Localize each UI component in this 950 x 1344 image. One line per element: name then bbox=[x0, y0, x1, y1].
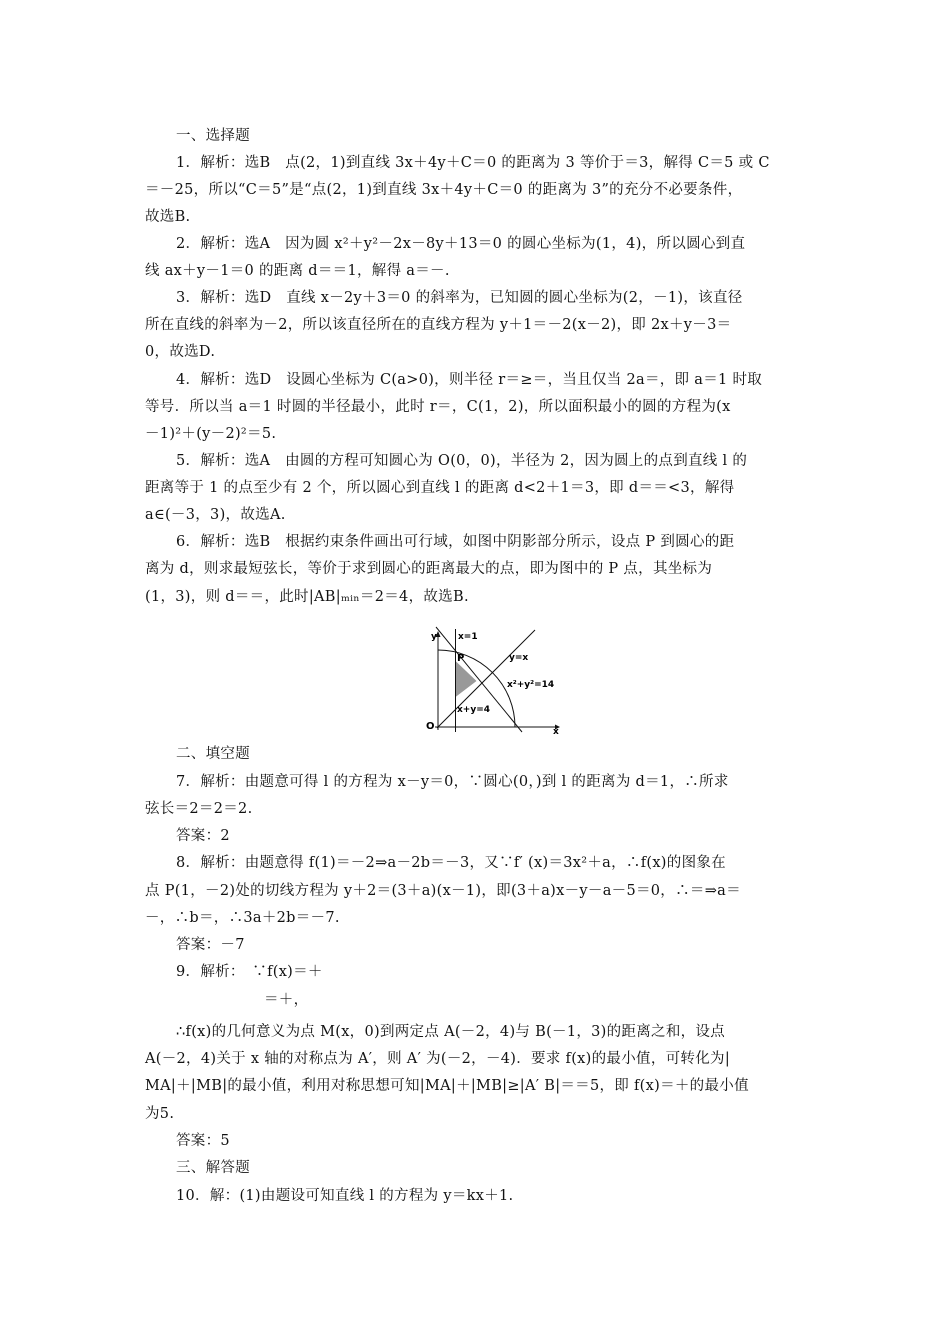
text-line: 弦长＝2＝2＝2. bbox=[145, 801, 253, 817]
feasible-region-figure bbox=[415, 625, 565, 735]
text-line: 9．解析： ∵f(x)＝＋ bbox=[176, 964, 323, 980]
text-line: ＝＋， bbox=[264, 992, 309, 1008]
label-circle: x²+y²=14 bbox=[507, 680, 555, 690]
text-line: 故选B. bbox=[145, 209, 191, 225]
text-line: 所在直线的斜率为－2，所以该直径所在的直线方程为 y＋1＝－2(x－2)，即 2x＋y－3＝ bbox=[145, 317, 732, 333]
text-line: A(－2，4)关于 x 轴的对称点为 A′，则 A′ 为(－2，－4)．要求 f(x)的最小值，可转化为| bbox=[145, 1051, 731, 1067]
text-line: 2．解析：选A 因为圆 x²＋y²－2x－8y＋13＝0 的圆心坐标为(1，4)，所以圆心到直 bbox=[176, 236, 746, 252]
text-line: 点 P(1，－2)处的切线方程为 y＋2＝(3＋a)(x－1)，即(3＋a)x－y－a－5＝0，∴＝⇒a＝ bbox=[145, 883, 741, 899]
section-heading-solve: 三、解答题 bbox=[176, 1160, 250, 1176]
text-line: a∈(－3，3)，故选A. bbox=[145, 507, 286, 523]
text-line: 8．解析：由题意得 f(1)＝－2⇒a－2b＝－3，又∵f′ (x)＝3x²＋a，∴f(x)的图象在 bbox=[176, 855, 726, 871]
text-line: 线 ax＋y－1＝0 的距离 d＝＝1，解得 a＝－. bbox=[145, 263, 450, 279]
text-line: 3．解析：选D 直线 x－2y＋3＝0 的斜率为，已知圆的圆心坐标为(2，－1)，该直径 bbox=[176, 290, 743, 306]
text-line: 7．解析：由题意可得 l 的方程为 x－y＝0，∵圆心(0，)到 l 的距离为 d＝1，∴所求 bbox=[176, 774, 729, 790]
text-line: ＝－25，所以“C＝5”是“点(2，1)到直线 3x＋4y＋C＝0 的距离为 3”的充分不必要条件， bbox=[145, 182, 743, 198]
point-p-label: P bbox=[457, 653, 465, 664]
text-line: 等号．所以当 a＝1 时圆的半径最小，此时 r＝，C(1，2)，所以面积最小的圆的方程为(x bbox=[145, 399, 731, 415]
section-heading-choice: 一、选择题 bbox=[176, 128, 250, 144]
text-line: ∴f(x)的几何意义为点 M(x，0)到两定点 A(－2，4)与 B(－1，3)的距离之和，设点 bbox=[176, 1024, 726, 1040]
text-line: MA|＋|MB|的最小值，利用对称思想可知|MA|＋|MB|≥|A′ B|＝＝5，即 f(x)＝＋的最小值 bbox=[145, 1078, 749, 1094]
text-line: 为5. bbox=[145, 1106, 175, 1122]
text-line: 距离等于 1 的点至少有 2 个，所以圆心到直线 l 的距离 d<2＋1＝3，即 d＝＝<3，解得 bbox=[145, 480, 735, 496]
label-x1: x=1 bbox=[458, 632, 478, 642]
answer-line: 答案：5 bbox=[176, 1133, 230, 1149]
text-line: －1)²＋(y－2)²＝5. bbox=[145, 426, 277, 442]
section-heading-fill: 二、填空题 bbox=[176, 746, 250, 762]
text-line: 离为 d，则求最短弦长，等价于求到圆心的距离最大的点，即为图中的 P 点，其坐标为 bbox=[145, 561, 713, 577]
text-line: 4．解析：选D 设圆心坐标为 C(a>0)，则半径 r＝≥＝，当且仅当 2a＝，即 a＝1 时取 bbox=[176, 372, 763, 388]
text-line: (1，3)，则 d＝＝，此时|AB|ₘᵢₙ＝2＝4，故选B. bbox=[145, 589, 469, 605]
text-line: 1．解析：选B 点(2，1)到直线 3x＋4y＋C＝0 的距离为 3 等价于＝3，解得 C＝5 或 C bbox=[176, 155, 770, 171]
text-line: 5．解析：选A 由圆的方程可知圆心为 O(0，0)，半径为 2，因为圆上的点到直线 l 的 bbox=[176, 453, 748, 469]
text-line: 10．解：(1)由题设可知直线 l 的方程为 y＝kx＋1. bbox=[176, 1188, 514, 1204]
answer-line: 答案：2 bbox=[176, 828, 230, 844]
origin-label: O bbox=[426, 721, 435, 732]
text-line: 6．解析：选B 根据约束条件画出可行域，如图中阴影部分所示，设点 P 到圆心的距 bbox=[176, 534, 735, 550]
text-line: 0，故选D. bbox=[145, 344, 216, 360]
text-line: －，∴b＝，∴3a＋2b＝－7. bbox=[145, 910, 340, 926]
answer-line: 答案：－7 bbox=[176, 937, 245, 953]
x-axis-label: x bbox=[553, 727, 559, 735]
y-axis-label: y bbox=[431, 632, 437, 642]
label-y-equals-x: y=x bbox=[509, 653, 529, 663]
label-x-plus-y-4: x+y=4 bbox=[457, 705, 491, 715]
